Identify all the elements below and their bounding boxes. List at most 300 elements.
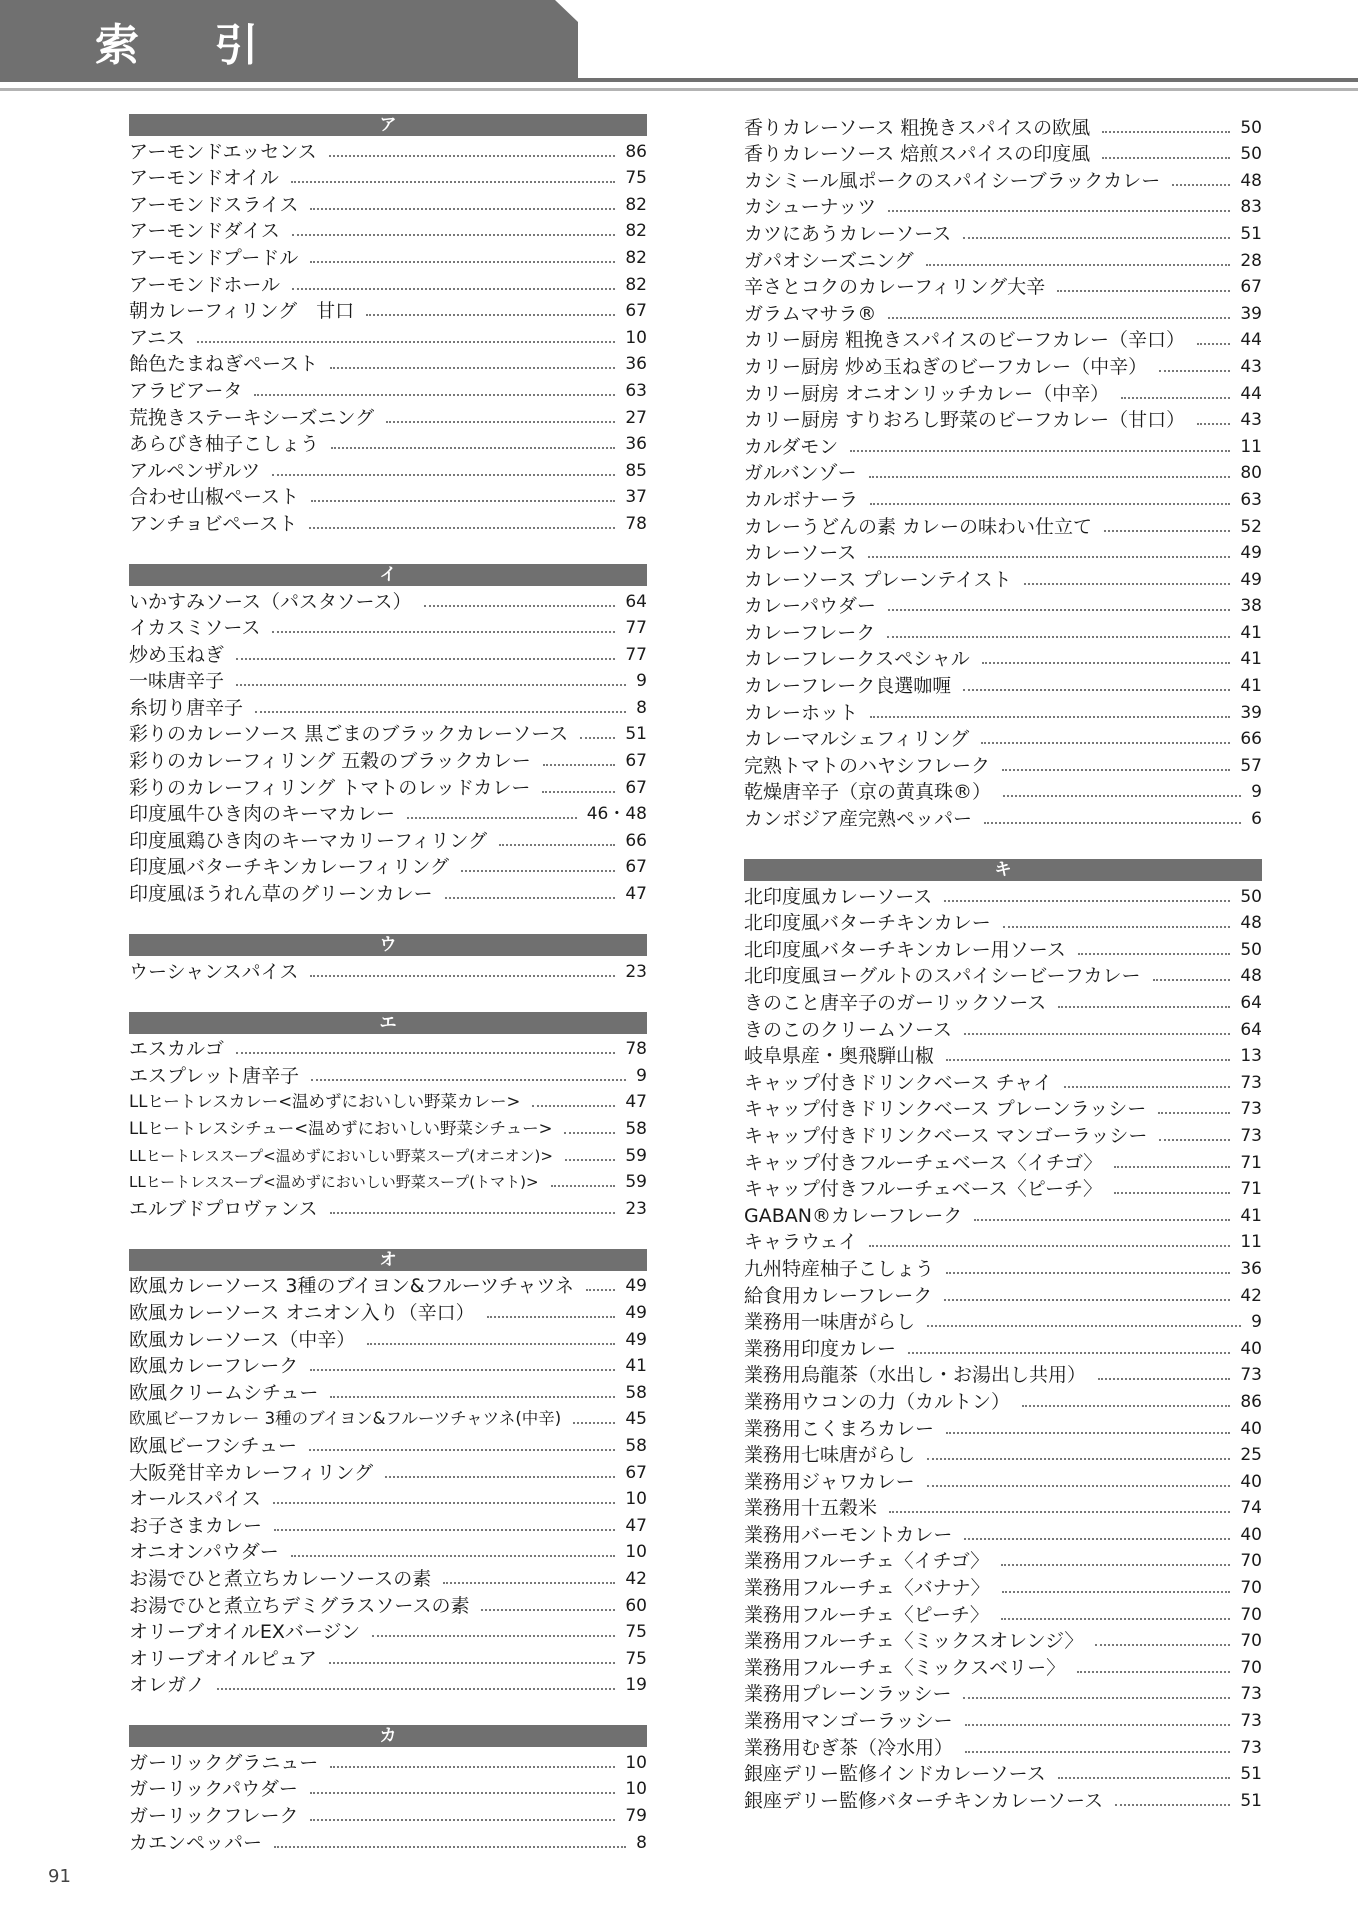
index-entry: [129, 721, 647, 748]
entry-name: 印度風ほうれん草のグリーンカレー: [129, 883, 433, 906]
index-section: [744, 859, 1262, 1814]
index-entry: [744, 1202, 1262, 1229]
index-entry: [129, 1062, 647, 1089]
index-entry: [744, 274, 1262, 301]
entry-page: 42: [625, 1568, 647, 1589]
entry-name: キャップ付きフルーチェベース〈イチゴ〉: [744, 1151, 1103, 1174]
index-entry: [744, 407, 1262, 434]
dot-leader: [330, 1212, 616, 1214]
section-heading: オ: [129, 1249, 647, 1271]
entry-page: 49: [1240, 569, 1262, 590]
entry-name: イカスミソース: [129, 617, 261, 640]
entry-page: 41: [1240, 622, 1262, 643]
dot-leader: [573, 1422, 615, 1424]
index-entry: [744, 779, 1262, 806]
entry-name: 業務用ジャワカレー: [744, 1470, 915, 1493]
entry-name: カツにあうカレーソース: [744, 222, 952, 245]
entry-page: 59: [625, 1172, 647, 1193]
dot-leader: [310, 1819, 615, 1821]
dot-leader: [330, 367, 615, 369]
entry-name: 業務用バーモントカレー: [744, 1523, 953, 1546]
index-entry: [744, 1149, 1262, 1176]
index-entry: [129, 694, 647, 721]
entry-page: 70: [1240, 1604, 1262, 1625]
entry-name: 欧風クリームシチュー: [129, 1381, 319, 1404]
entry-page: 77: [625, 618, 647, 639]
entry-name: カレーソース: [744, 542, 857, 565]
dot-leader: [887, 636, 1230, 638]
dot-leader: [291, 181, 615, 183]
dot-leader: [255, 711, 626, 713]
entry-page: 37: [625, 487, 647, 508]
entry-name: 業務用印度カレー: [744, 1337, 897, 1360]
index-entry: [129, 510, 647, 537]
index-entry: [129, 1565, 647, 1592]
entry-name: 業務用烏龍茶（水出し・お湯出し共用）: [744, 1364, 1087, 1387]
index-entry: [744, 380, 1262, 407]
entry-page: 19: [625, 1675, 647, 1696]
dot-leader: [984, 822, 1241, 824]
entry-name: いかすみソース（パスタソース）: [129, 590, 412, 613]
index-entry: [744, 805, 1262, 832]
index-section: [129, 1249, 647, 1699]
entry-page: 47: [625, 884, 647, 905]
entry-name: 岐阜県産・奥飛騨山椒: [744, 1045, 935, 1068]
entry-page: 36: [625, 354, 647, 375]
entry-page: 49: [625, 1276, 647, 1297]
entry-page: 43: [1240, 356, 1262, 377]
dot-leader: [292, 234, 615, 236]
entry-page: 51: [1240, 223, 1262, 244]
index-entry: [129, 1672, 647, 1699]
entry-page: 85: [625, 460, 647, 481]
entry-page: 59: [625, 1145, 647, 1166]
index-entry: [744, 1548, 1262, 1575]
index-entry: [129, 1829, 647, 1856]
entry-name: カレーパウダー: [744, 595, 876, 618]
entry-page: 64: [1240, 1019, 1262, 1040]
entry-name: アーモンドダイス: [129, 220, 280, 243]
index-entry: [129, 1512, 647, 1539]
index-section: [129, 1012, 647, 1222]
index-entry: [129, 1089, 647, 1116]
index-entry: [129, 1776, 647, 1803]
index-entry: [744, 910, 1262, 937]
page-title: 索 引: [95, 20, 289, 71]
dot-leader: [1022, 1405, 1230, 1407]
dot-leader: [981, 742, 1230, 744]
dot-leader: [1114, 1192, 1230, 1194]
dot-leader: [1077, 1671, 1230, 1673]
dot-leader: [926, 264, 1231, 266]
entry-name: オールスパイス: [129, 1488, 261, 1511]
index-entry: [129, 880, 647, 907]
index-entry: [744, 1468, 1262, 1495]
dot-leader: [1159, 1139, 1230, 1141]
entry-name: カシューナッツ: [744, 196, 877, 219]
index-entry: [744, 1734, 1262, 1761]
index-entry: [744, 513, 1262, 540]
dot-leader: [461, 870, 615, 872]
entry-name: アーモンドエッセンス: [129, 140, 317, 163]
dot-leader: [963, 1697, 1230, 1699]
entry-name: LLヒートレスシチュー<温めずにおいしい野菜シチュー>: [129, 1119, 553, 1138]
entry-name: アーモンドオイル: [129, 167, 279, 190]
dot-leader: [869, 1245, 1230, 1247]
index-entry: [129, 588, 647, 615]
dot-leader: [946, 1272, 1230, 1274]
section-heading: ア: [129, 114, 647, 136]
dot-leader: [197, 341, 615, 343]
entry-name: 業務用フルーチェ〈イチゴ〉: [744, 1550, 990, 1573]
entry-page: 51: [1240, 1764, 1262, 1785]
dot-leader: [310, 208, 615, 210]
entry-name: カレーフレークスペシャル: [744, 648, 970, 671]
dot-leader: [272, 631, 615, 633]
index-entry: [129, 1326, 647, 1353]
entry-page: 52: [1240, 516, 1262, 537]
entry-page: 9: [636, 1065, 647, 1086]
entry-name: キャラウェイ: [744, 1231, 858, 1254]
entry-page: 50: [1240, 939, 1262, 960]
entry-name: アラビアータ: [129, 379, 243, 402]
entry-name: 銀座デリー監修インドカレーソース: [744, 1763, 1046, 1786]
dot-leader: [542, 791, 615, 793]
dot-leader: [310, 975, 615, 977]
index-section: [129, 1725, 647, 1855]
entry-page: 40: [1240, 1418, 1262, 1439]
entry-name: カレーフレーク: [744, 621, 876, 644]
dot-leader: [1104, 530, 1230, 532]
entry-name: カレーフレーク良選咖喱: [744, 675, 952, 698]
section-heading: イ: [129, 564, 647, 586]
entry-page: 40: [1240, 1524, 1262, 1545]
entry-page: 23: [625, 1198, 647, 1219]
entry-name: オリーブオイルピュア: [129, 1647, 317, 1670]
index-entry: [129, 138, 647, 165]
dot-leader: [1003, 926, 1231, 928]
entry-page: 82: [625, 247, 647, 268]
dot-leader: [331, 447, 615, 449]
entry-page: 82: [625, 274, 647, 295]
entry-page: 67: [625, 751, 647, 772]
entry-name: 業務用こくまろカレー: [744, 1417, 935, 1440]
entry-name: あらびき柚子こしょう: [129, 433, 320, 456]
entry-name: LLヒートレススープ<温めずにおいしい野菜スープ(オニオン)>: [129, 1146, 553, 1165]
dot-leader: [1159, 370, 1230, 372]
entry-name: ガルバンゾー: [744, 462, 857, 485]
index-entry: [744, 486, 1262, 513]
dot-leader: [944, 1299, 1230, 1301]
entry-page: 36: [625, 434, 647, 455]
index-column-right: [744, 114, 1262, 1841]
index-entry: [744, 460, 1262, 487]
dot-leader: [1058, 1006, 1230, 1008]
index-entry: [744, 1176, 1262, 1203]
entry-page: 11: [1240, 436, 1262, 457]
header-rule-light: [0, 88, 1358, 91]
entry-page: 58: [625, 1435, 647, 1456]
dot-leader: [870, 716, 1230, 718]
index-entry: [129, 218, 647, 245]
entry-page: 36: [1240, 1258, 1262, 1279]
entry-name: 業務用マンゴーラッシー: [744, 1710, 953, 1733]
entry-page: 73: [1240, 1365, 1262, 1386]
dot-leader: [551, 1185, 616, 1187]
entry-page: 78: [625, 513, 647, 534]
dot-leader: [329, 155, 616, 157]
entry-page: 67: [625, 857, 647, 878]
entry-page: 9: [1251, 1312, 1262, 1333]
index-entry: [129, 244, 647, 271]
entry-name: お湯でひと煮立ちカレーソースの素: [129, 1567, 432, 1590]
index-section: [129, 114, 647, 537]
entry-page: 9: [1251, 782, 1262, 803]
entry-name: GABAN®カレーフレーク: [744, 1204, 963, 1227]
index-entry: [129, 958, 647, 985]
index-entry: [129, 484, 647, 511]
entry-name: カレーマルシェフィリング: [744, 728, 970, 751]
entry-page: 46・48: [586, 804, 647, 825]
index-entry: [129, 1406, 647, 1433]
entry-name: 飴色たまねぎペースト: [129, 353, 319, 376]
entry-page: 78: [625, 1039, 647, 1060]
index-entry: [744, 1601, 1262, 1628]
entry-page: 67: [625, 1462, 647, 1483]
section-heading: キ: [744, 859, 1262, 881]
dot-leader: [965, 1751, 1230, 1753]
dot-leader: [311, 1079, 626, 1081]
dot-leader: [580, 737, 615, 739]
entry-name: 業務用ウコンの力（カルトン）: [744, 1390, 1011, 1413]
index-entry: [129, 191, 647, 218]
entry-name: カリー厨房 粗挽きスパイスのビーフカレー（辛口）: [744, 329, 1185, 352]
entry-name: オレガノ: [129, 1674, 206, 1697]
dot-leader: [385, 1476, 615, 1478]
dot-leader: [330, 1766, 615, 1768]
dot-leader: [889, 1511, 1230, 1513]
dot-leader: [586, 1289, 615, 1291]
index-entry: [129, 668, 647, 695]
entry-page: 39: [1240, 303, 1262, 324]
entry-name: 大阪発甘辛カレーフィリング: [129, 1461, 374, 1484]
index-entry: [744, 353, 1262, 380]
entry-page: 80: [1240, 463, 1262, 484]
entry-name: きのこと唐辛子のガーリックソース: [744, 992, 1047, 1014]
dot-leader: [236, 658, 615, 660]
entry-page: 48: [1240, 913, 1262, 934]
entry-page: 8: [636, 1832, 647, 1853]
dot-leader: [310, 1792, 615, 1794]
index-entry: [129, 1115, 647, 1142]
dot-leader: [254, 394, 615, 396]
entry-name: エスプレット唐辛子: [129, 1064, 300, 1087]
dot-leader: [1115, 1804, 1230, 1806]
entry-name: カレーソース プレーンテイスト: [744, 568, 1012, 591]
index-entry: [129, 1486, 647, 1513]
index-entry: [744, 752, 1262, 779]
entry-name: アーモンドスライス: [129, 193, 299, 216]
entry-page: 86: [625, 141, 647, 162]
index-entry: [744, 220, 1262, 247]
entry-name: 辛さとコクのカレーフィリング大辛: [744, 276, 1046, 299]
index-entry: [744, 989, 1262, 1016]
index-entry: [744, 1229, 1262, 1256]
index-entry: [129, 1195, 647, 1222]
entry-name: 乾燥唐辛子（京の黄真珠®）: [744, 781, 992, 804]
dot-leader: [311, 500, 615, 502]
entry-page: 63: [1240, 489, 1262, 510]
entry-name: エスカルゴ: [129, 1038, 225, 1061]
entry-page: 77: [625, 644, 647, 665]
entry-name: ガパオシーズニング: [744, 249, 914, 272]
index-entry: [744, 1122, 1262, 1149]
entry-name: 糸切り唐辛子: [129, 696, 244, 719]
index-entry: [744, 619, 1262, 646]
dot-leader: [366, 314, 615, 316]
entry-name: きのこのクリームソース: [744, 1018, 953, 1041]
entry-name: ガーリックグラニュー: [129, 1751, 319, 1774]
entry-page: 58: [625, 1382, 647, 1403]
entry-page: 75: [625, 1648, 647, 1669]
dot-leader: [499, 844, 615, 846]
dot-leader: [869, 476, 1231, 478]
entry-page: 49: [625, 1302, 647, 1323]
entry-name: オリーブオイルEXバージン: [129, 1621, 361, 1644]
index-entry: [129, 377, 647, 404]
entry-name: 合わせ山椒ペースト: [129, 486, 300, 509]
dot-leader: [1058, 1777, 1231, 1779]
index-entry: [129, 1619, 647, 1646]
dot-leader: [850, 450, 1230, 452]
dot-leader: [908, 1352, 1230, 1354]
dot-leader: [274, 1846, 626, 1848]
index-entry: [129, 324, 647, 351]
index-entry: [129, 1273, 647, 1300]
entry-page: 73: [1240, 1737, 1262, 1758]
dot-leader: [944, 900, 1230, 902]
dot-leader: [1002, 1591, 1231, 1593]
entry-name: アーモンドホール: [129, 273, 281, 296]
index-entry: [744, 1282, 1262, 1309]
dot-leader: [888, 210, 1230, 212]
dot-leader: [1102, 157, 1230, 159]
entry-page: 40: [1240, 1471, 1262, 1492]
dot-leader: [407, 817, 577, 819]
dot-leader: [1121, 397, 1230, 399]
entry-page: 71: [1240, 1179, 1262, 1200]
index-entry: [744, 1096, 1262, 1123]
entry-page: 73: [1240, 1072, 1262, 1093]
entry-page: 6: [1251, 809, 1262, 830]
dot-leader: [272, 474, 615, 476]
entry-name: 彩りのカレーフィリング 五穀のブラックカレー: [129, 750, 531, 773]
entry-page: 25: [1240, 1445, 1262, 1466]
dot-leader: [443, 1582, 615, 1584]
index-entry: [744, 883, 1262, 910]
index-section: [129, 564, 647, 907]
index-entry: [744, 1787, 1262, 1814]
entry-name: 完熟トマトのハヤシフレーク: [744, 754, 991, 777]
entry-name: 香りカレーソース 焙煎スパイスの印度風: [744, 143, 1091, 166]
entry-name: 業務用プレーンラッシー: [744, 1683, 952, 1706]
entry-name: 印度風バターチキンカレーフィリング: [129, 856, 449, 879]
entry-page: 11: [1240, 1232, 1262, 1253]
entry-name: キャップ付きドリンクベース チャイ: [744, 1071, 1053, 1094]
entry-name: 北印度風バターチキンカレー用ソース: [744, 938, 1066, 961]
dot-leader: [1153, 979, 1231, 981]
dot-leader: [964, 1538, 1230, 1540]
index-entry: [129, 1645, 647, 1672]
entry-name: 彩りのカレーソース 黒ごまのブラックカレーソース: [129, 723, 569, 746]
dot-leader: [1024, 583, 1231, 585]
index-entry: [129, 271, 647, 298]
index-entry: [129, 165, 647, 192]
entry-name: 業務用フルーチェ〈バナナ〉: [744, 1577, 990, 1600]
index-entry: [744, 1442, 1262, 1469]
entry-page: 50: [1240, 117, 1262, 138]
entry-name: 香りカレーソース 粗挽きスパイスの欧風: [744, 116, 1091, 139]
dot-leader: [963, 689, 1230, 691]
entry-name: 印度風鶏ひき肉のキーマカリーフィリング: [129, 829, 488, 852]
entry-page: 50: [1240, 144, 1262, 165]
index-entry: [744, 699, 1262, 726]
dot-leader: [1064, 1086, 1230, 1088]
entry-name: 北印度風バターチキンカレー: [744, 912, 991, 935]
index-entry: [744, 566, 1262, 593]
entry-name: アーモンドプードル: [129, 246, 299, 269]
dot-leader: [1197, 423, 1230, 425]
entry-name: エルブドプロヴァンス: [129, 1197, 318, 1220]
entry-name: 欧風カレーソース オニオン入り（辛口）: [129, 1301, 475, 1324]
entry-page: 83: [1240, 197, 1262, 218]
dot-leader: [330, 1396, 615, 1398]
index-entry: [129, 1592, 647, 1619]
entry-name: 彩りのカレーフィリング トマトのレッドカレー: [129, 776, 531, 799]
index-entry: [129, 747, 647, 774]
dot-leader: [946, 1059, 1230, 1061]
index-entry: [129, 641, 647, 668]
index-entry: [744, 167, 1262, 194]
entry-name: ガーリックフレーク: [129, 1805, 299, 1828]
dot-leader: [888, 317, 1230, 319]
entry-page: 42: [1240, 1285, 1262, 1306]
entry-page: 73: [1240, 1684, 1262, 1705]
index-section: [744, 114, 1262, 832]
index-entry: [744, 1495, 1262, 1522]
entry-name: 業務用フルーチェ〈ピーチ〉: [744, 1603, 989, 1626]
entry-page: 44: [1240, 383, 1262, 404]
entry-name: LLヒートレススープ<温めずにおいしい野菜スープ(トマト)>: [129, 1173, 539, 1192]
entry-page: 71: [1240, 1152, 1262, 1173]
index-entry: [129, 1539, 647, 1566]
index-entry: [129, 1749, 647, 1776]
entry-page: 48: [1240, 170, 1262, 191]
dot-leader: [292, 288, 615, 290]
entry-page: 74: [1240, 1498, 1262, 1519]
entry-name: 北印度風カレーソース: [744, 885, 933, 908]
dot-leader: [868, 556, 1230, 558]
dot-leader: [310, 1369, 615, 1371]
index-entry: [744, 194, 1262, 221]
dot-leader: [1057, 290, 1230, 292]
entry-page: 82: [625, 221, 647, 242]
entry-page: 67: [625, 301, 647, 322]
entry-name: 朝カレーフィリング 甘口: [129, 300, 355, 323]
entry-name: 業務用七味唐がらし: [744, 1444, 916, 1467]
index-entry: [129, 1459, 647, 1486]
dot-leader: [1001, 1564, 1230, 1566]
